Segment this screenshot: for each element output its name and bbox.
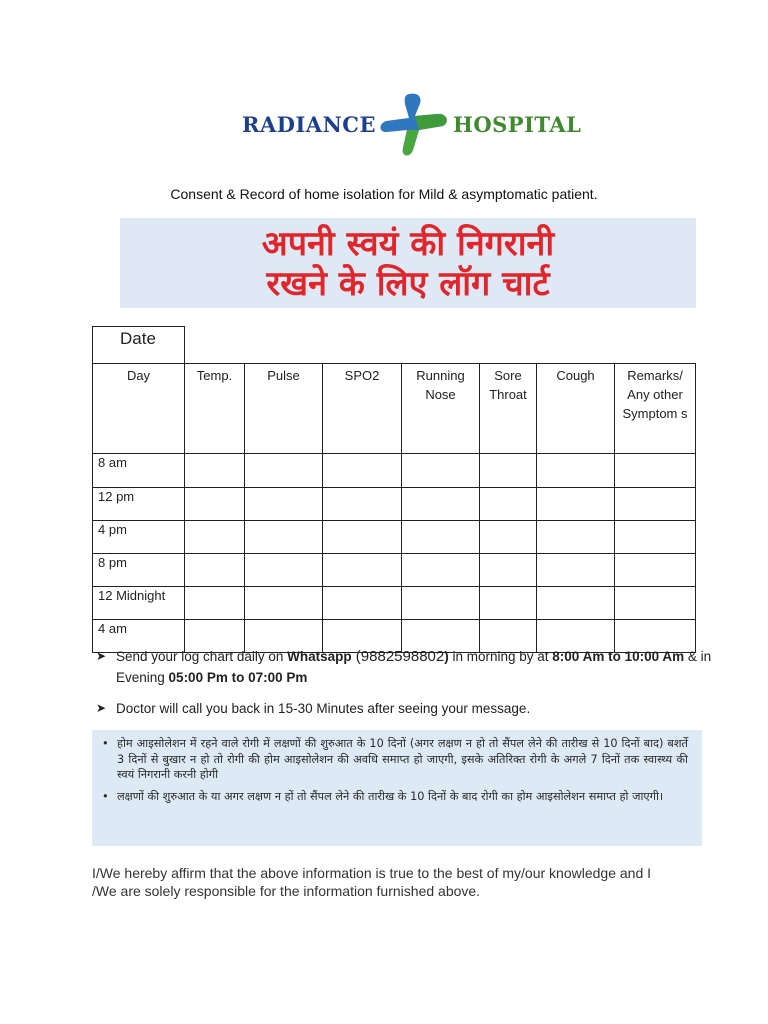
bullet-dot-icon: • bbox=[102, 737, 109, 750]
logo-text-radiance: RADIANCE bbox=[242, 112, 376, 137]
hindi-notes-box bbox=[92, 730, 702, 846]
table-cell[interactable] bbox=[323, 454, 402, 488]
table-cell[interactable] bbox=[245, 488, 323, 521]
time-label: 4 am bbox=[93, 620, 185, 653]
table-cell[interactable] bbox=[323, 521, 402, 554]
table-cell[interactable] bbox=[185, 454, 245, 488]
column-header: Running Nose bbox=[402, 364, 480, 454]
instructions-list bbox=[96, 646, 716, 719]
table-cell[interactable] bbox=[402, 521, 480, 554]
table-cell[interactable] bbox=[185, 521, 245, 554]
table-row bbox=[93, 554, 696, 587]
table-cell[interactable] bbox=[185, 587, 245, 620]
bullet-dot-icon: • bbox=[102, 789, 109, 803]
page-title: Consent & Record of home isolation for Mild & asymptomatic patient. bbox=[170, 186, 598, 202]
table-cell[interactable] bbox=[537, 488, 615, 521]
table-cell[interactable] bbox=[537, 554, 615, 587]
table-cell[interactable] bbox=[537, 587, 615, 620]
note-text: लक्षणों की शुरुआत के या अगर लक्षण न हों तो सैंपल लेने की तारीख के 10 दिनों के बाद रोगी का होम आइसोलेशन समाप्त हो जाएगी। bbox=[117, 789, 664, 803]
table-row bbox=[93, 454, 696, 488]
table-cell[interactable] bbox=[185, 554, 245, 587]
instruction-item bbox=[96, 698, 716, 719]
column-header: Remarks/ Any other Symptom s bbox=[615, 364, 696, 454]
logo-text-hospital: HOSPITAL bbox=[453, 112, 582, 137]
table-cell[interactable] bbox=[323, 554, 402, 587]
table-cell[interactable] bbox=[615, 521, 696, 554]
log-chart-table bbox=[92, 326, 696, 653]
time-label: 4 pm bbox=[93, 521, 185, 554]
table-cell[interactable] bbox=[615, 488, 696, 521]
table-cell[interactable] bbox=[402, 587, 480, 620]
note-text: होम आइसोलेशन में रहने वाले रोगी में लक्षणों की शुरुआत के 10 दिनों (अगर लक्षण न हो तो सैंपल लेने की तारीख से 10 दिनों बाद) बशर्ते 3 दिनों से बुखार न हो तो रोगी की होम आइसोलेशन की अवधि समाप्त हो जाएगी, इसके अतिरिक्त रोगी के अगले 7 दिनों तक स्वास्थ्य की स्वयं निगरानी करनी होगी bbox=[117, 737, 688, 781]
date-header: Date bbox=[93, 327, 185, 364]
table-row bbox=[93, 521, 696, 554]
hospital-logo bbox=[242, 92, 582, 158]
table-cell[interactable] bbox=[245, 521, 323, 554]
table-cell[interactable] bbox=[245, 554, 323, 587]
table-cell[interactable] bbox=[537, 454, 615, 488]
instruction-text: Doctor will call you back in 15-30 Minutes after seeing your message. bbox=[116, 701, 531, 716]
table-cell[interactable] bbox=[480, 521, 537, 554]
arrow-bullet-icon: ➤ bbox=[96, 649, 107, 663]
column-header: Day bbox=[93, 364, 185, 454]
column-header: SPO2 bbox=[323, 364, 402, 454]
table-cell[interactable] bbox=[615, 554, 696, 587]
table-header-row bbox=[93, 364, 696, 454]
table-row bbox=[93, 488, 696, 521]
table-cell[interactable] bbox=[245, 454, 323, 488]
table-cell[interactable] bbox=[323, 587, 402, 620]
column-header: Temp. bbox=[185, 364, 245, 454]
table-row bbox=[93, 587, 696, 620]
banner-line-1: अपनी स्वयं की निगरानी bbox=[261, 224, 555, 264]
time-label: 12 pm bbox=[93, 488, 185, 521]
whatsapp-label: Whatsapp bbox=[287, 649, 352, 664]
table-cell[interactable] bbox=[402, 454, 480, 488]
evening-time: 05:00 Pm to 07:00 Pm bbox=[168, 670, 308, 685]
instruction-text: & in Evening bbox=[116, 649, 712, 685]
column-header: Sore Throat bbox=[480, 364, 537, 454]
cross-logo-icon bbox=[379, 92, 451, 158]
date-spacer bbox=[185, 327, 696, 364]
arrow-bullet-icon: ➤ bbox=[96, 701, 107, 715]
phone-number: 9882598802 bbox=[360, 648, 445, 665]
instruction-item bbox=[96, 646, 716, 688]
column-header: Cough bbox=[537, 364, 615, 454]
table-cell[interactable] bbox=[185, 488, 245, 521]
phone-paren-open: ( bbox=[351, 648, 361, 665]
time-label: 8 pm bbox=[93, 554, 185, 587]
table-cell[interactable] bbox=[480, 454, 537, 488]
table-cell[interactable] bbox=[480, 587, 537, 620]
affirmation-text: I/We hereby affirm that the above information is true to the best of my/our knowledge and I /We are solely responsible for the information furnished above. bbox=[92, 865, 652, 899]
table-cell[interactable] bbox=[615, 587, 696, 620]
instruction-text: Send your log chart daily on bbox=[116, 649, 288, 664]
banner-line-2: रखने के लिए लॉग चार्ट bbox=[266, 264, 550, 304]
table-cell[interactable] bbox=[537, 521, 615, 554]
morning-time: 8:00 Am to 10:00 Am bbox=[552, 649, 685, 664]
time-label: 8 am bbox=[93, 454, 185, 488]
table-cell[interactable] bbox=[402, 488, 480, 521]
column-header: Pulse bbox=[245, 364, 323, 454]
phone-paren-close: ) bbox=[444, 649, 449, 664]
note-item bbox=[100, 736, 688, 783]
table-cell[interactable] bbox=[402, 554, 480, 587]
table-cell[interactable] bbox=[480, 554, 537, 587]
note-item bbox=[100, 789, 688, 805]
table-cell[interactable] bbox=[480, 488, 537, 521]
table-cell[interactable] bbox=[245, 587, 323, 620]
time-label: 12 Midnight bbox=[93, 587, 185, 620]
table-cell[interactable] bbox=[615, 454, 696, 488]
instruction-text: in morning by at bbox=[448, 649, 553, 664]
hindi-title-banner bbox=[120, 218, 696, 308]
table-cell[interactable] bbox=[323, 488, 402, 521]
